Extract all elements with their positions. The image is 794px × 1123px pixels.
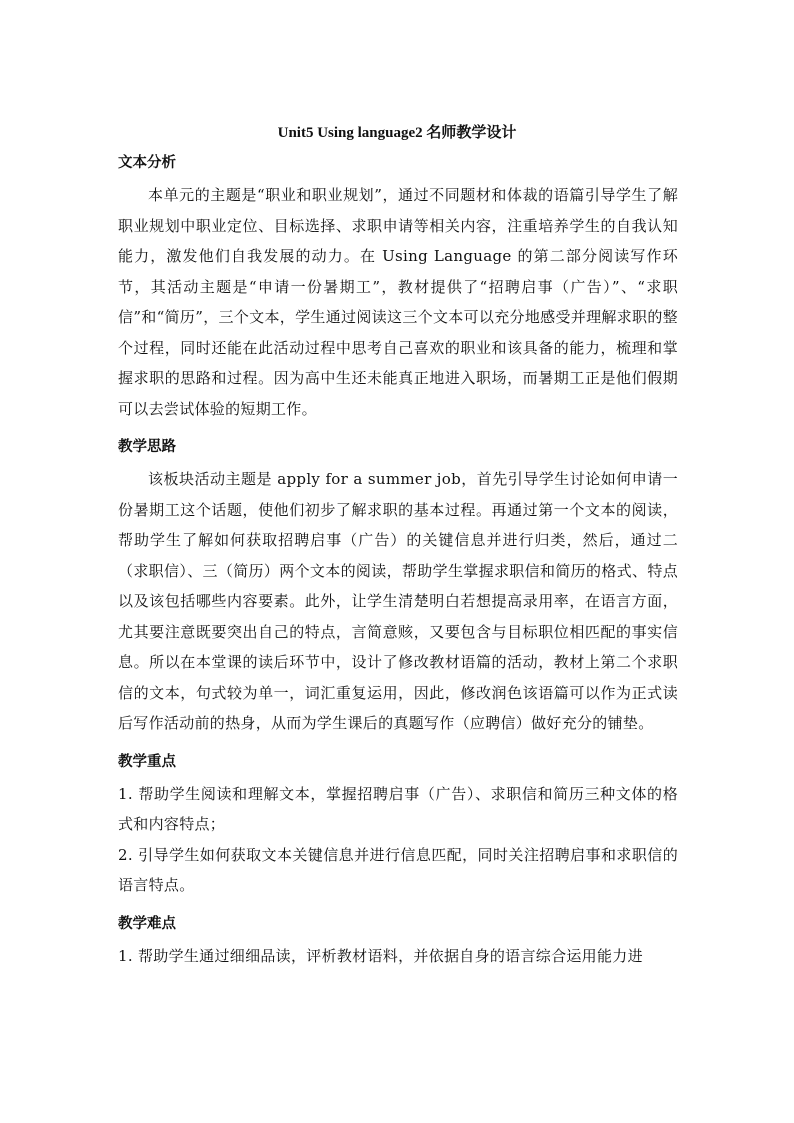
section-key-points — [118, 751, 678, 901]
section-heading: 教学思路 — [118, 438, 176, 455]
section-heading: 教学难点 — [118, 914, 176, 932]
section-text-analysis — [118, 152, 678, 424]
section-teaching-approach — [118, 436, 678, 739]
list-item: 1. 帮助学生阅读和理解文本，掌握招聘启事（广告）、求职信和简历三种文体的格式和内容特点； — [118, 784, 678, 833]
section-paragraph: 该板块活动主题是 apply for a summer job，首先引导学生讨论如何申请一份暑期工这个话题，使他们初步了解求职的基本过程。再通过第一个文本的阅读，帮助学生了解如何获取招聘启事（广告）的关键信息并进行归类，然后，通过二（求职信）、三（简历）两个文本的阅读，帮助学生掌握求职信和简历的格式、特点以及该包括哪些内容要素。此外，让学生清楚明白若想提高录用率，在语言方面，尤其要注意既要突出自己的特点，言简意赅，又要包含与目标职位相匹配的事实信息。所以在本堂课的读后环节中，设计了修改教材语篇的活动，教材上第二个求职信的文本，句式较为单一，词汇重复运用，因此，修改润色该语篇可以作为正式读后写作活动前的热身，从而为学生课后的真题写作（应聘信）做好充分的铺垫。 — [118, 470, 678, 732]
section-heading: 文本分析 — [118, 154, 176, 171]
list-item: 2. 引导学生如何获取文本关键信息并进行信息匹配，同时关注招聘启事和求职信的语言特点。 — [118, 845, 678, 894]
section-heading: 教学重点 — [118, 752, 176, 770]
document-title: Unit5 Using language2 名师教学设计 — [277, 125, 517, 141]
document-body — [118, 152, 678, 971]
section-paragraph: 本单元的主题是“职业和职业规划”，通过不同题材和体裁的语篇引导学生了解职业规划中职业定位、目标选择、求职申请等相关内容，注重培养学生的自我认知能力，激发他们自我发展的动力。在 Using Language 的第二部分阅读写作环节，其活动主题是“申请一份暑期工”，教材提供了“招聘启事（广告）”、“求职信”和“简历”，三个文本，学生通过阅读这三个文本可以充分地感受并理解求职的整个过程，同时还能在此活动过程中思考自己喜欢的职业和该具备的能力，梳理和掌握求职的思路和过程。因为高中生还未能真正地进入职场，而暑期工正是他们假期可以去尝试体验的短期工作。 — [118, 186, 678, 418]
section-difficult-points — [118, 913, 678, 972]
list-item: 1. 帮助学生通过细细品读，评析教材语料，并依据自身的语言综合运用能力进 — [118, 946, 643, 965]
